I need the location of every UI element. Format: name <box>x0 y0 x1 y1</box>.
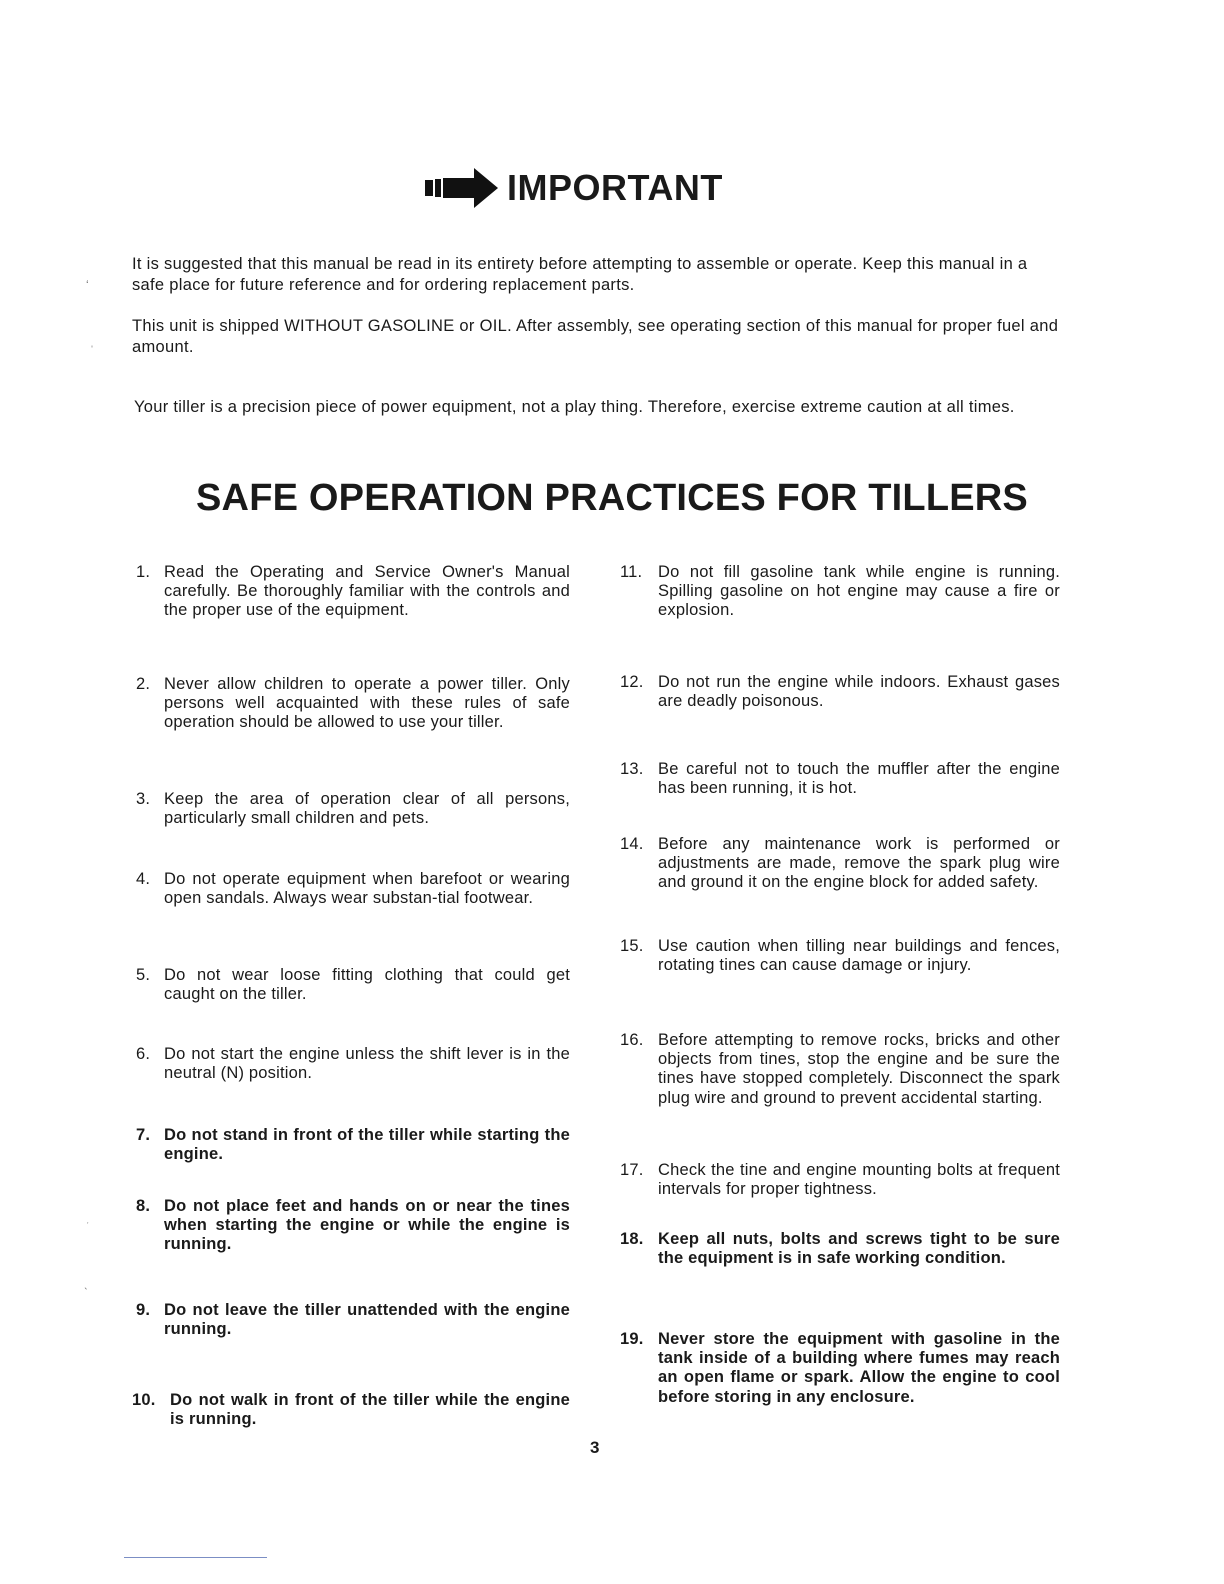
practice-text: Before any maintenance work is performed or adjustments are made, remove the spark plug wire and ground it on the engine block for added safety. <box>658 835 1060 892</box>
practice-text: Keep all nuts, bolts and screws tight to be sure the equipment is in safe working condition. <box>658 1230 1060 1268</box>
practice-text: Do not place feet and hands on or near the tines when starting the engine or while the engine is running. <box>164 1197 570 1254</box>
scan-speck: ʻ <box>86 278 89 292</box>
practice-text: Check the tine and engine mounting bolts at frequent intervals for proper tightness. <box>658 1161 1060 1199</box>
practice-text: Do not operate equipment when barefoot or wearing open sandals. Always wear substan-tial footwear. <box>164 870 570 908</box>
important-header <box>0 168 1224 212</box>
practice-number: 9. <box>136 1301 151 1319</box>
practice-number: 6. <box>136 1045 151 1063</box>
practice-text: Read the Operating and Service Owner's Manual carefully. Be thoroughly familiar with the controls and the proper use of the equipment. <box>164 563 570 620</box>
practice-text: Do not walk in front of the tiller while the engine is running. <box>170 1391 570 1429</box>
practice-text: Use caution when tilling near buildings and fences, rotating tines can cause damage or injury. <box>658 937 1060 975</box>
practice-number: 7. <box>136 1126 151 1144</box>
important-title: IMPORTANT <box>507 167 723 208</box>
practice-number: 13. <box>620 760 644 778</box>
practice-number: 2. <box>136 675 151 693</box>
intro-paragraph: Your tiller is a precision piece of power equipment, not a play thing. Therefore, exercise extreme caution at all times. <box>134 398 1015 416</box>
page-number: 3 <box>590 1438 600 1457</box>
practice-number: 11. <box>620 563 643 581</box>
practice-text: Do not leave the tiller unattended with the engine running. <box>164 1301 570 1339</box>
practice-number: 16. <box>620 1031 644 1049</box>
practice-number: 4. <box>136 870 151 888</box>
practice-number: 18. <box>620 1230 644 1248</box>
practice-text: Do not start the engine unless the shift lever is in the neutral (N) position. <box>164 1045 570 1083</box>
practice-number: 10. <box>132 1391 156 1409</box>
practice-number: 5. <box>136 966 151 984</box>
practice-text: Never store the equipment with gasoline in the tank inside of a building where fumes may reach an open flame or spark. Allow the engine to cool before storing in any enclosure. <box>658 1330 1060 1406</box>
practice-text: Before attempting to remove rocks, bricks and other objects from tines, stop the engine and be sure the tines have stopped completely. Disconnect the spark plug wire and ground to prevent accidental starting. <box>658 1031 1060 1107</box>
practice-number: 3. <box>136 790 151 808</box>
practice-number: 1. <box>136 563 151 581</box>
scan-speck: ˌ <box>90 334 94 348</box>
scan-speck: ˑ <box>86 1218 90 1232</box>
section-title: SAFE OPERATION PRACTICES FOR TILLERS <box>196 477 1028 519</box>
practice-text: Do not wear loose fitting clothing that could get caught on the tiller. <box>164 966 570 1004</box>
practice-text: Never allow children to operate a power tiller. Only persons well acquainted with these rules of safe operation should be allowed to use your tiller. <box>164 675 570 732</box>
practice-number: 12. <box>620 673 644 691</box>
intro-paragraph: It is suggested that this manual be read in its entirety before attempting to assemble or operate. Keep this manual in a safe place for future reference and for ordering replacement parts. <box>132 255 1028 294</box>
arrow-right-icon <box>424 168 498 208</box>
scan-speck: ˎ <box>84 1276 88 1290</box>
practice-number: 17. <box>620 1161 644 1179</box>
practice-text: Do not run the engine while indoors. Exhaust gases are deadly poisonous. <box>658 673 1060 711</box>
practice-text: Do not fill gasoline tank while engine is running. Spilling gasoline on hot engine may cause a fire or explosion. <box>658 563 1060 620</box>
footer-rule <box>124 1557 267 1558</box>
practice-number: 19. <box>620 1330 644 1348</box>
practice-number: 8. <box>136 1197 151 1215</box>
practice-number: 14. <box>620 835 644 853</box>
practice-number: 15. <box>620 937 644 955</box>
practice-text: Be careful not to touch the muffler after the engine has been running, it is hot. <box>658 760 1060 798</box>
intro-paragraph: This unit is shipped WITHOUT GASOLINE or OIL. After assembly, see operating section of this manual for proper fuel and amount. <box>132 317 1059 356</box>
practice-text: Keep the area of operation clear of all persons, particularly small children and pets. <box>164 790 570 828</box>
practice-text: Do not stand in front of the tiller while starting the engine. <box>164 1126 570 1164</box>
